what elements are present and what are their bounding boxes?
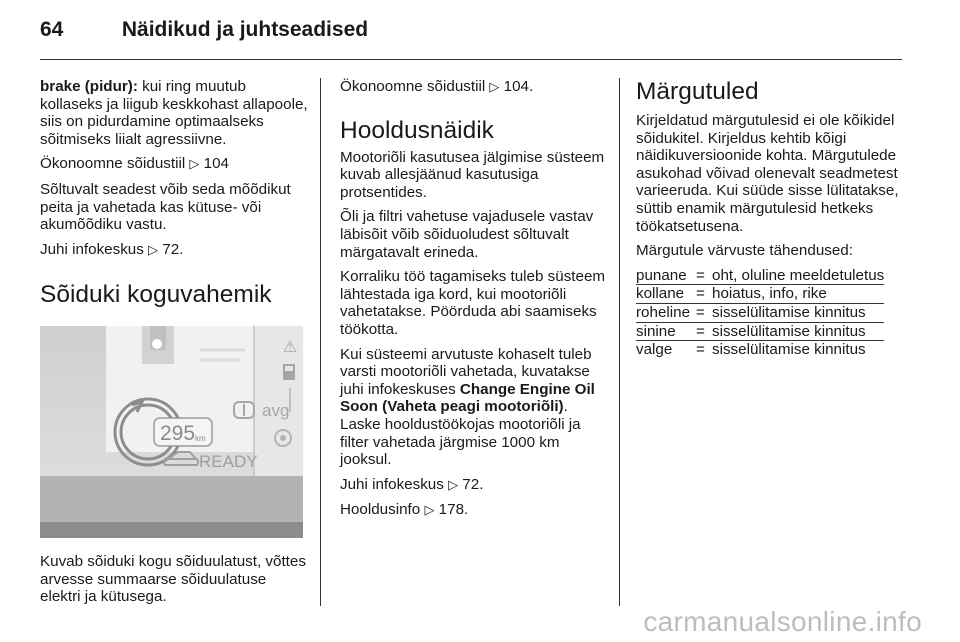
legend-row: punane = oht, oluline meeldetuletus — [636, 266, 885, 284]
section-heading-range: Sõiduki koguvahemik — [40, 281, 272, 309]
column-divider — [619, 78, 620, 606]
dashboard-illustration — [40, 326, 303, 538]
paragraph-eco-ref: Ökonoomne sõidustiil ▷ 104 — [40, 155, 229, 173]
figure-caption: Kuvab sõiduki kogu sõiduulatust, võttes arvesse summaarse sõiduulatuse elektri ja kütusega. — [40, 553, 306, 606]
page-link[interactable]: 104 — [203, 155, 229, 173]
paragraph-gauge: Sõltuvalt seadest võib seda mõõdikut peita ja vahetada kas kütuse- või akumõõdiku vastu. — [40, 180, 291, 234]
column-divider — [320, 78, 321, 606]
page-link[interactable]: 178. — [438, 501, 469, 519]
paragraph-service-ref: Hooldusinfo ▷ 178. — [340, 501, 469, 519]
paragraph-colors: Märgutule värvuste tähendused: — [636, 242, 853, 260]
avg-label: avg — [262, 401, 290, 420]
paragraph-eco-ref: Ökonoomne sõidustiil ▷ 104. — [340, 78, 534, 95]
ref-arrow-icon: ▷ — [148, 242, 159, 258]
term-brake: brake (pidur): — [40, 78, 138, 95]
watermark: carmanualsonline.info — [643, 606, 922, 637]
page-header — [40, 18, 368, 42]
column-1 — [40, 78, 308, 319]
column-3 — [636, 78, 904, 359]
paragraph-oil-life: Mootoriõli kasutusea jälgimise süsteem kuvab allesjäänud kasutusiga protsentides. — [340, 148, 605, 201]
fuel-pump-icon — [283, 364, 295, 380]
page-link[interactable]: 72. — [162, 240, 184, 258]
column-2 — [340, 78, 606, 527]
range-value: 295 — [160, 422, 196, 445]
paragraph-lights-intro: Kirjeldatud märgutulesid ei ole kõikidel sõidukitel. Kirjeldus kehtib kõigi näidikuversioonide kohta. Märgutulede asukohad võivad olenevalt seadmetest varieeruda. Kui süüde sisse lülitatakse, süttib enamik märgutulesid hetkeks töökatsetusena. — [636, 112, 899, 235]
page-link[interactable]: 104. — [503, 78, 534, 95]
legend-row: sinine = sisselülitamise kinnitus — [636, 322, 884, 341]
ref-arrow-icon: ▷ — [424, 503, 435, 519]
color-legend-table — [636, 267, 884, 359]
message-change-oil: Change Engine Oil Soon (Vaheta peagi mootoriõli) — [340, 380, 595, 416]
paragraph-brake: brake (pidur): kui ring muutub kollaseks ja liigub keskkohast allapoole, siis on pidurdamine optimaalseks sõitmiseks liialt agressiivne. — [40, 78, 308, 148]
page-number: 64 — [40, 18, 64, 41]
legend-row: kollane = hoiatus, info, rike — [636, 285, 884, 304]
warning-icon: ⚠ — [282, 337, 298, 356]
paragraph-dic-ref: Juhi infokeskus ▷ 72. — [40, 240, 184, 258]
ref-arrow-icon: ▷ — [189, 157, 200, 173]
paragraph-reset: Korraliku töö tagamiseks tuleb süsteem lähtestada iga kord, kui mootoriõli vahetatakse. Pöörduda abi saamiseks töökotta. — [340, 268, 606, 338]
legend-row: valge = sisselülitamise kinnitus — [636, 341, 866, 359]
range-display-image — [40, 326, 303, 538]
paragraph-change-oil: Kui süsteemi arvutuste kohaselt tuleb varsti mootoriõli vahetada, kuvatakse juhi infokeskuses Change Engine Oil Soon (Vaheta peagi mootoriõli). Laske hooldustöökojas mootoriõli ja filter vahetada järgmise 1000 km jooksul. — [340, 345, 595, 469]
paragraph-dic-ref: Juhi infokeskus ▷ 72. — [340, 475, 484, 493]
range-unit: km — [195, 434, 206, 443]
ref-arrow-icon: ▷ — [448, 477, 459, 493]
header-rule — [40, 59, 902, 60]
page-link[interactable]: 72. — [462, 475, 484, 493]
section-heading-warning-lights: Märgutuled — [636, 78, 759, 105]
page-title: Näidikud ja juhtseadised — [121, 18, 369, 41]
ready-label: READY — [199, 452, 258, 471]
legend-row: roheline = sisselülitamise kinnitus — [636, 303, 884, 322]
section-heading-service: Hooldusnäidik — [340, 116, 494, 144]
panel-edge — [40, 522, 303, 538]
paragraph-interval: Õli ja filtri vahetuse vajadusele vastav läbisõit võib sõiduoludest sõltuvalt märgatavalt erineda. — [340, 208, 594, 261]
ref-arrow-icon: ▷ — [489, 80, 500, 95]
